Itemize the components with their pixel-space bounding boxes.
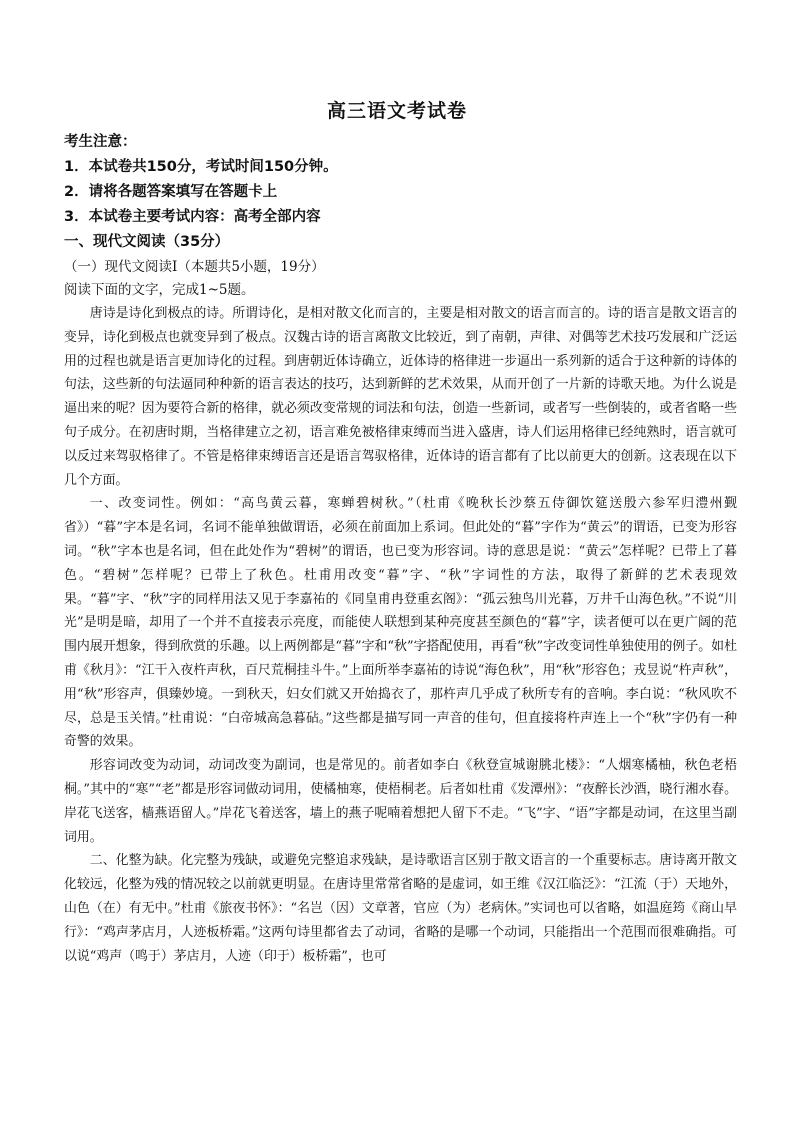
passage-paragraph: 二、化整为缺。化完整为残缺，或避免完整追求残缺，是诗歌语言区别于散文语言的一个重要标志。唐诗离开散文化较远，化整为残的情况较之以前就更明显。在唐诗里常常省略的是虚词，如王维《汉江临泛》：“江流（于）天地外，山色（在）有无中。”杜甫《旅夜书怀》：“名岂（因）文章著，官应（为）老病休。”实词也可以省略，如温庭筠《商山早行》：“鸡声茅店月，人迹板桥霜。”这两句诗里都省去了动词，省略的是哪一个动词，只能指出一个范围而很难确指。可以说“鸡声（鸣于）茅店月，人迹（印于）板桥霜”，也可 [64,853,737,964]
passage-paragraph: 唐诗是诗化到极点的诗。所谓诗化，是相对散文化而言的，主要是相对散文的语言而言的。诗的语言是散文语言的变异，诗化到极点也就变异到了极点。汉魏古诗的语言离散文比较近，到了南朝，声律、对偶等艺术技巧发展和广泛运用的过程也就是语言更加诗化的过程。到唐朝近体诗确立，近体诗的格律进一步逼出一系列新的适合于这种新的诗体的句法，这些新的句法逼同种种新的语言表达的技巧，达到新鲜的艺术效果，从而开创了一片新的诗歌天地。为什么说是逼出来的呢？因为要符合新的格律，就必须改变常规的词法和句法，创造一些新词，或者写一些倒装的，或者省略一些句子成分。在初唐时期，当格律建立之初，语言难免被格律束缚而当进入盛唐，诗人们运用格律已经纯熟时，语言就可以反过来驾驭格律了。不管是格律束缚语言还是语言驾驭格律，近体诗的语言都有了比以前更大的创新。这表现在以下几个方面。 [64,306,737,488]
section-title: 一、现代文阅读（35分） [64,234,230,250]
notice-heading: 考生注意： [64,134,137,150]
reading-instruction: 阅读下面的文字，完成1~5题。 [64,282,255,298]
notice-item-3: 3．本试卷主要考试内容：高考全部内容 [64,209,321,225]
section-subtitle: （一）现代文阅读Ⅰ（本题共5小题，19分） [64,259,325,275]
reading-passage [64,302,737,968]
page-title: 高三语文考试卷 [326,100,467,122]
notice-item-1: 1．本试卷共150分，考试时间150分钟。 [64,159,338,175]
passage-paragraph: 形容词改变为动词，动词改变为副词，也是常见的。前者如李白《秋登宣城谢朓北楼》：“人烟寒橘柚，秋色老梧桐。”其中的“寒”“老”都是形容词做动词用，使橘柚寒，使梧桐老。后者如杜甫《发潭州》：“夜醉长沙酒，晓行湘水春。岸花飞送客，樯燕语留人。”岸花飞着送客，墙上的燕子呢喃着想把人留下不走。“飞”字、“语”字都是动词，在这里当副词用。 [64,758,737,845]
passage-paragraph: 一、改变词性。例如：“高鸟黄云暮，寒蝉碧树秋。”（杜甫《晚秋长沙蔡五侍御饮筵送殷六参军归澧州觐省》）“暮”字本是名词，名词不能单独做谓语，必须在前面加上系词。但此处的“暮”字作为“黄云”的谓语，已变为形容词。“秋”字本也是名词，但在此处作为“碧树”的谓语，也已变为形容词。诗的意思是说：“黄云”怎样呢？已带上了暮色。“碧树”怎样呢？已带上了秋色。杜甫用改变“暮”字、“秋”字词性的方法，取得了新鲜的艺术表现效果。“暮”字、“秋”字的同样用法又见于李嘉祐的《同皇甫冉登重玄阁》：“孤云独鸟川光暮，万井千山海色秋。”不说“川光”是明是暗，却用了一个并不直接表示亮度，而能使人联想到某种亮度甚至颜色的“暮”字，读者便可以在更广阔的范围内展开想象，得到欣赏的乐趣。以上两例都是“暮”字和“秋”字搭配使用，再看“秋”字改变词性单独使用的例子。如杜甫《秋月》：“江干入夜杵声秋，百尺荒桐挂斗牛。”上面所举李嘉祐的诗说“海色秋”，用“秋”形容色；戎昱说“杵声秋”，用“秋”形容声，俱臻妙境。一到秋天，妇女们就又开始捣衣了，那杵声几乎成了秋所专有的音响。李白说：“秋风吹不尽，总是玉关情。”杜甫说：“白帝城高急暮砧。”这些都是描写同一声音的佳句，但直接将杵声连上一个“秋”字仍有一种奇警的效果。 [64,496,737,750]
notice-item-2: 2．请将各题答案填写在答题卡上 [64,184,278,200]
